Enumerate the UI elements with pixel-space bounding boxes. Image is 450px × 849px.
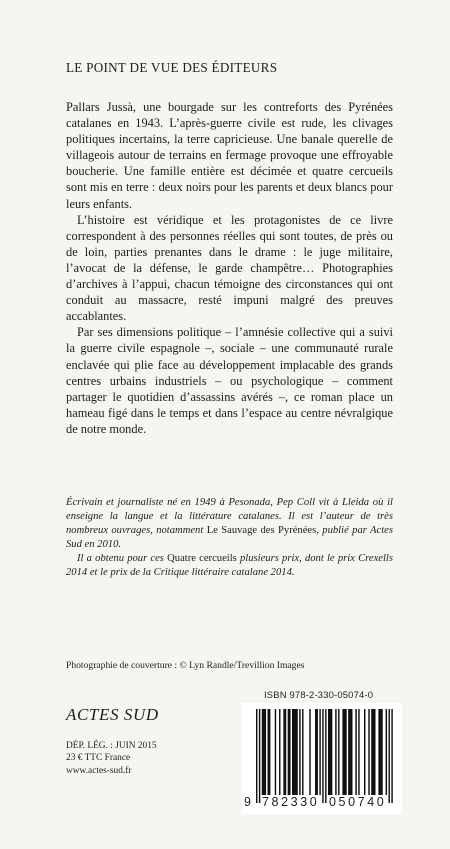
barcode-bar [342, 709, 346, 795]
barcode-digit-first: 9 [244, 795, 251, 809]
author-bio-paragraph-2 [66, 552, 393, 580]
author-bio [66, 496, 393, 581]
barcode-bar [292, 709, 298, 795]
barcode-digits [242, 795, 402, 811]
synopsis-paragraph-3: Par ses dimensions politique – l’amnésie collective qui a suivi la guerre civile espagnole –, sociale – une communauté rurale enclavée qui plie face au développement implacable des grands centres urbains industriels – ou psychologique – comment partager le quotidien d’assassins avérés –, ce roman place un hameau figé dans le temps et dans l’espace au centre névralgique de notre monde. [66, 325, 393, 436]
barcode-bar [309, 709, 310, 795]
barcode-guard-bar [325, 709, 326, 803]
barcode-bar [386, 709, 387, 795]
barcode-guard-bar [388, 709, 389, 803]
barcode-bar [299, 709, 300, 795]
barcode-bar [335, 709, 336, 795]
bio-text: , publié par Actes Sud en 2010. [66, 525, 394, 551]
website: www.actes-sud.fr [66, 765, 132, 776]
book-title-reference: Le Sauvage des Pyrénées [206, 525, 317, 537]
barcode-bar [288, 709, 291, 795]
legal-deposit: DÉP. LÉG. : JUIN 2015 [66, 741, 157, 751]
barcode-bar [319, 709, 320, 795]
barcode-guard-bar [256, 709, 257, 803]
barcode-bar [268, 709, 271, 795]
barcode-bar [279, 709, 280, 795]
author-bio-paragraph-1 [66, 496, 393, 552]
price: 23 € TTC France [66, 753, 131, 764]
barcode-bar [262, 709, 266, 795]
barcode-bar [355, 709, 356, 795]
barcode [242, 703, 402, 814]
barcode-bar [371, 709, 375, 795]
barcode-bar [283, 709, 286, 795]
barcode-bar [368, 709, 369, 795]
barcode-guard-bar [322, 709, 323, 803]
barcode-bar [364, 709, 365, 795]
section-heading: LE POINT DE VUE DES ÉDITEURS [66, 60, 278, 75]
legal-info [66, 740, 157, 777]
barcode-guard-bar [259, 709, 260, 803]
barcode-digits-right: 050740 [329, 795, 387, 809]
book-title-reference: Quatre cercueils [167, 553, 237, 565]
synopsis-paragraph-1: Pallars Jussà, une bourgade sur les contreforts des Pyrénées catalanes en 1943. L’après-guerre civile est rude, les clivages politiques incertains, la terre capricieuse. Une banale querelle de villageois autour de terrains en fermage provoque une effroyable boucherie. Une famille entière est décimée et quatre cercueils sont mis en terre : deux noirs pour les parents et deux blancs pour leurs enfants. [66, 100, 393, 211]
isbn-label: ISBN 978-2-330-05074-0 [264, 689, 374, 700]
barcode-bar [348, 709, 352, 795]
bio-text: Écrivain et journaliste né en 1949 à Pesonada, Pep Coll vit à Lleida où il enseigne la langue et la littérature catalanes. Il est l’auteur de très nombreux ouvrages, notamment [66, 497, 393, 537]
barcode-bar [328, 709, 332, 795]
synopsis [66, 99, 393, 437]
barcode-bar [358, 709, 359, 795]
synopsis-paragraph-2: L’histoire est véridique et les protagonistes de ce livre correspondent à des personnes réelles qui sont toutes, de près ou de loin, parties prenantes dans le drame : le juge militaire, l’avocat de la défense, le garde champêtre… Photographies d’archives à l’appui, chacun témoigne des circonstances qui ont conduit au massacre, resté impuni malgré des preuves accablantes. [66, 212, 393, 324]
bio-text: Il a obtenu pour ces [77, 553, 168, 565]
publisher-logo: ACTES SUD [66, 705, 159, 724]
bio-text: plusieurs prix, dont le prix Crexells 2014 et le prix de la Critique littéraire catalane 2014. [66, 553, 393, 579]
barcode-guard-bar [391, 709, 392, 803]
cover-photo-credit: Photographie de couverture : © Lyn Randle/Trevillion Images [66, 660, 305, 671]
barcode-bar [338, 709, 339, 795]
barcode-bar [275, 709, 276, 795]
barcode-bar [378, 709, 382, 795]
barcode-bar [302, 709, 303, 795]
barcode-digits-left: 782330 [262, 795, 320, 809]
barcode-bar [315, 709, 318, 795]
